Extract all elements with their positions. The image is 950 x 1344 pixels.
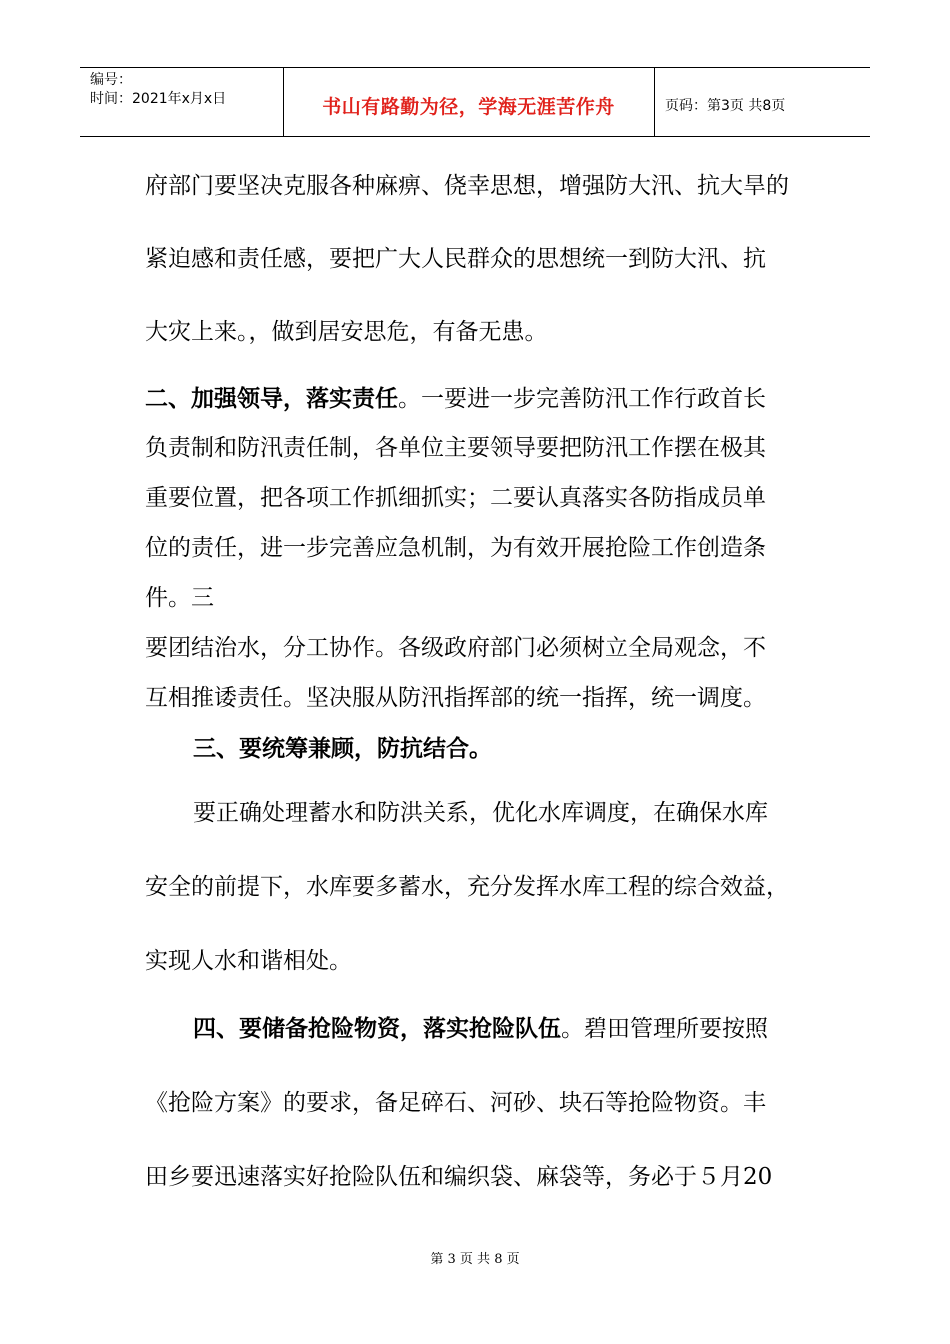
body-line: 要团结治水，分工协作。各级政府部门必须树立全局观念，不 bbox=[145, 635, 766, 661]
body-line: 件。三 bbox=[145, 585, 214, 611]
document-header bbox=[80, 67, 870, 137]
body-line: 负责制和防汛责任制，各单位主要领导要把防汛工作摆在极其 bbox=[145, 435, 766, 461]
body-line: 《抢险方案》的要求，备足碎石、河砂、块石等抢险物资。丰 bbox=[145, 1090, 766, 1116]
body-line: 互相推诿责任。坚决服从防汛指挥部的统一指挥，统一调度。 bbox=[145, 685, 766, 711]
section-three-heading: 三、要统筹兼顾，防抗结合。 bbox=[193, 735, 492, 762]
header-motto: 书山有路勤为径，学海无涯苦作舟 bbox=[322, 96, 615, 118]
section-four-line bbox=[193, 1015, 768, 1043]
header-motto-cell bbox=[283, 68, 655, 136]
section-two-line bbox=[145, 385, 766, 413]
page-footer: 第 3 页 共 8 页 bbox=[430, 1252, 520, 1267]
body-line: 府部门要坚决克服各种麻痹、侥幸思想，增强防大汛、抗大旱的 bbox=[145, 173, 789, 199]
body-line: 大灾上来。，做到居安思危，有备无患。 bbox=[145, 319, 548, 345]
body-line: 重要位置，把各项工作抓细抓实；二要认真落实各防指成员单 bbox=[145, 485, 766, 511]
document-time-label: 时间：2021年x月x日 bbox=[90, 91, 227, 107]
header-page-label: 页码：第3页 共8页 bbox=[665, 98, 786, 114]
header-info-cell bbox=[80, 68, 284, 136]
section-four-text: 。碧田管理所要按照 bbox=[561, 1016, 768, 1042]
body-line: 实现人水和谐相处。 bbox=[145, 948, 352, 974]
body-line: 田乡要迅速落实好抢险队伍和编织袋、麻袋等，务必于５月20 bbox=[145, 1164, 773, 1190]
section-two-heading: 二、加强领导，落实责任 bbox=[145, 385, 398, 412]
body-line: 安全的前提下，水库要多蓄水，充分发挥水库工程的综合效益， bbox=[145, 874, 789, 900]
section-two-text: 。一要进一步完善防汛工作行政首长 bbox=[398, 386, 766, 412]
header-page-cell bbox=[655, 68, 870, 136]
body-line: 位的责任，进一步完善应急机制，为有效开展抢险工作创造条 bbox=[145, 535, 766, 561]
section-four-heading: 四、要储备抢险物资，落实抢险队伍 bbox=[193, 1015, 561, 1042]
body-line: 要正确处理蓄水和防洪关系，优化水库调度，在确保水库 bbox=[193, 800, 768, 826]
document-number-label: 编号： bbox=[90, 72, 132, 88]
body-line: 紧迫感和责任感，要把广大人民群众的思想统一到防大汛、抗 bbox=[145, 246, 766, 272]
